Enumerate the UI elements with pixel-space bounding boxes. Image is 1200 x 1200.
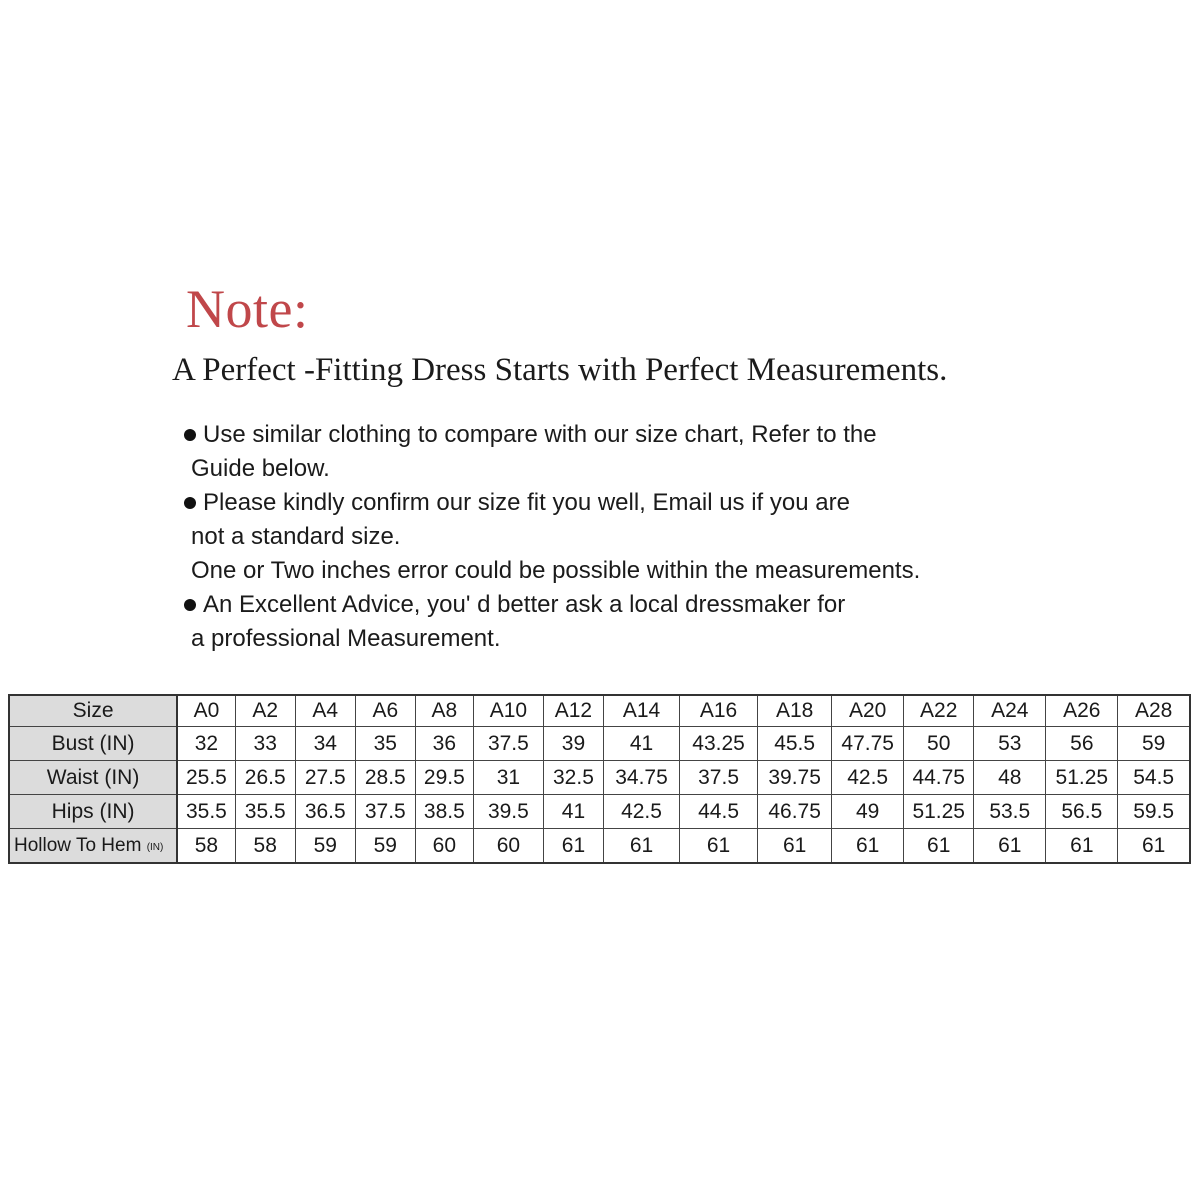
row-label-hem: Hollow To Hem (IN) [9,829,177,864]
hem-cell: 61 [680,829,758,864]
hips-cell: 56.5 [1046,795,1118,829]
size-cell: A20 [832,695,904,727]
size-cell: A22 [904,695,974,727]
hem-cell: 61 [832,829,904,864]
hips-cell: 39.5 [473,795,543,829]
hem-cell: 61 [758,829,832,864]
waist-cell: 31 [473,761,543,795]
size-chart-table [8,694,1191,864]
bullet-dot-icon [184,599,196,611]
waist-cell: 32.5 [543,761,603,795]
hips-cell: 41 [543,795,603,829]
size-cell: A6 [355,695,415,727]
hem-cell: 59 [295,829,355,864]
size-cell: A0 [177,695,235,727]
bust-cell: 45.5 [758,727,832,761]
hips-cell: 49 [832,795,904,829]
hips-cell: 37.5 [355,795,415,829]
row-label-hips: Hips (IN) [9,795,177,829]
bullet-3-line-1: An Excellent Advice, you' d better ask a local dressmaker for [184,588,1064,622]
waist-cell: 28.5 [355,761,415,795]
bust-cell: 39 [543,727,603,761]
hem-cell: 60 [415,829,473,864]
hips-cell: 46.75 [758,795,832,829]
bust-cell: 37.5 [473,727,543,761]
hips-cell: 35.5 [235,795,295,829]
size-cell: A18 [758,695,832,727]
hips-row [9,795,1190,829]
bullet-2-line-1: Please kindly confirm our size fit you well, Email us if you are [184,486,1064,520]
row-label-waist: Waist (IN) [9,761,177,795]
bullet-1-line-1: Use similar clothing to compare with our size chart, Refer to the [184,418,1064,452]
waist-cell: 51.25 [1046,761,1118,795]
hem-cell: 61 [904,829,974,864]
hips-cell: 51.25 [904,795,974,829]
bullet-2-line-3: One or Two inches error could be possible within the measurements. [191,557,921,584]
hem-cell: 61 [543,829,603,864]
bust-cell: 36 [415,727,473,761]
size-cell: A8 [415,695,473,727]
hips-cell: 42.5 [603,795,679,829]
waist-cell: 37.5 [680,761,758,795]
hem-cell: 61 [1046,829,1118,864]
waist-cell: 27.5 [295,761,355,795]
size-cell: A14 [603,695,679,727]
hips-cell: 59.5 [1118,795,1190,829]
hem-row [9,829,1190,864]
hem-cell: 60 [473,829,543,864]
row-label-size: Size [9,695,177,727]
hips-cell: 44.5 [680,795,758,829]
bust-cell: 32 [177,727,235,761]
size-cell: A26 [1046,695,1118,727]
waist-cell: 44.75 [904,761,974,795]
size-cell: A10 [473,695,543,727]
waist-cell: 39.75 [758,761,832,795]
bust-cell: 33 [235,727,295,761]
hips-cell: 38.5 [415,795,473,829]
hem-cell: 61 [974,829,1046,864]
bust-cell: 53 [974,727,1046,761]
note-title: Note: [186,279,309,339]
hem-cell: 61 [1118,829,1190,864]
bust-cell: 56 [1046,727,1118,761]
bust-cell: 47.75 [832,727,904,761]
size-cell: A16 [680,695,758,727]
bust-cell: 59 [1118,727,1190,761]
bust-cell: 35 [355,727,415,761]
waist-cell: 29.5 [415,761,473,795]
waist-cell: 48 [974,761,1046,795]
hem-cell: 58 [235,829,295,864]
bullet-dot-icon [184,497,196,509]
size-cell: A12 [543,695,603,727]
size-cell: A4 [295,695,355,727]
hips-cell: 36.5 [295,795,355,829]
waist-cell: 54.5 [1118,761,1190,795]
hips-cell: 35.5 [177,795,235,829]
subtitle: A Perfect -Fitting Dress Starts with Perfect Measurements. [172,352,948,388]
waist-cell: 25.5 [177,761,235,795]
hem-cell: 58 [177,829,235,864]
waist-cell: 42.5 [832,761,904,795]
hips-cell: 53.5 [974,795,1046,829]
bust-cell: 41 [603,727,679,761]
waist-cell: 26.5 [235,761,295,795]
bust-cell: 50 [904,727,974,761]
bullet-dot-icon [184,429,196,441]
bust-cell: 43.25 [680,727,758,761]
bullet-2-line-2: not a standard size. [191,523,401,550]
size-cell: A28 [1118,695,1190,727]
row-label-bust: Bust (IN) [9,727,177,761]
advice-list [184,418,1064,656]
bullet-1-line-2: Guide below. [191,455,330,482]
bust-row [9,727,1190,761]
hem-cell: 61 [603,829,679,864]
bullet-3-line-2: a professional Measurement. [191,625,501,652]
waist-row [9,761,1190,795]
size-cell: A24 [974,695,1046,727]
size-cell: A2 [235,695,295,727]
bust-cell: 34 [295,727,355,761]
waist-cell: 34.75 [603,761,679,795]
size-row [9,695,1190,727]
hem-cell: 59 [355,829,415,864]
